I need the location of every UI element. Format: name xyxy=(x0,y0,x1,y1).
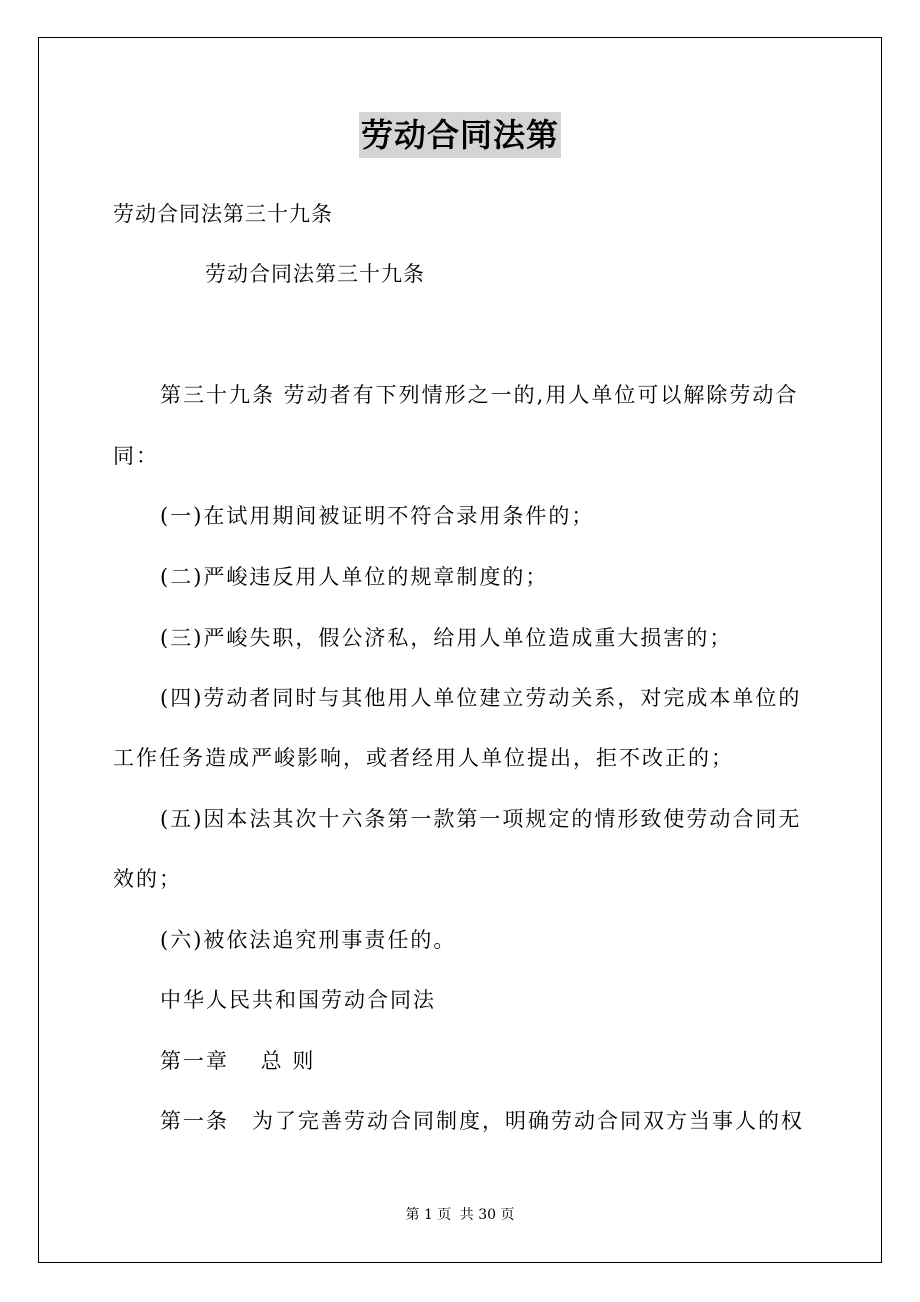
body-line: 第一条 为了完善劳动合同制度，明确劳动合同双方当事人的权 xyxy=(160,1109,804,1133)
document-title xyxy=(0,112,920,158)
subtitle-left: 劳动合同法第三十九条 xyxy=(113,202,333,226)
body-line: 工作任务造成严峻影响，或者经用人单位提出，拒不改正的； xyxy=(113,746,734,770)
body-line: (三)严峻失职，假公济私，给用人单位造成重大损害的； xyxy=(160,626,733,650)
page-footer xyxy=(0,1205,920,1225)
body-line: (六)被依法追究刑事责任的。 xyxy=(160,928,457,952)
document-title-text: 劳动合同法第 xyxy=(359,112,561,158)
body-line: (四)劳动者同时与其他用人单位建立劳动关系，对完成本单位的 xyxy=(160,686,802,710)
body-line: 效的； xyxy=(113,867,182,891)
body-line: (二)严峻违反用人单位的规章制度的； xyxy=(160,565,549,589)
body-line: 中华人民共和国劳动合同法 xyxy=(160,988,436,1012)
chapter-heading: 第一章 总 则 xyxy=(160,1049,316,1073)
body-line: (五)因本法其次十六条第一款第一项规定的情形致使劳动合同无 xyxy=(160,807,802,831)
body-line: 同： xyxy=(113,444,159,468)
page-total: 共 30 页 xyxy=(459,1207,515,1223)
body-line: 第三十九条 劳动者有下列情形之一的,用人单位可以解除劳动合 xyxy=(160,383,799,407)
body-line: (一)在试用期间被证明不符合录用条件的； xyxy=(160,504,595,528)
subtitle-indented: 劳动合同法第三十九条 xyxy=(205,262,425,286)
page-number: 第 1 页 xyxy=(405,1207,452,1223)
